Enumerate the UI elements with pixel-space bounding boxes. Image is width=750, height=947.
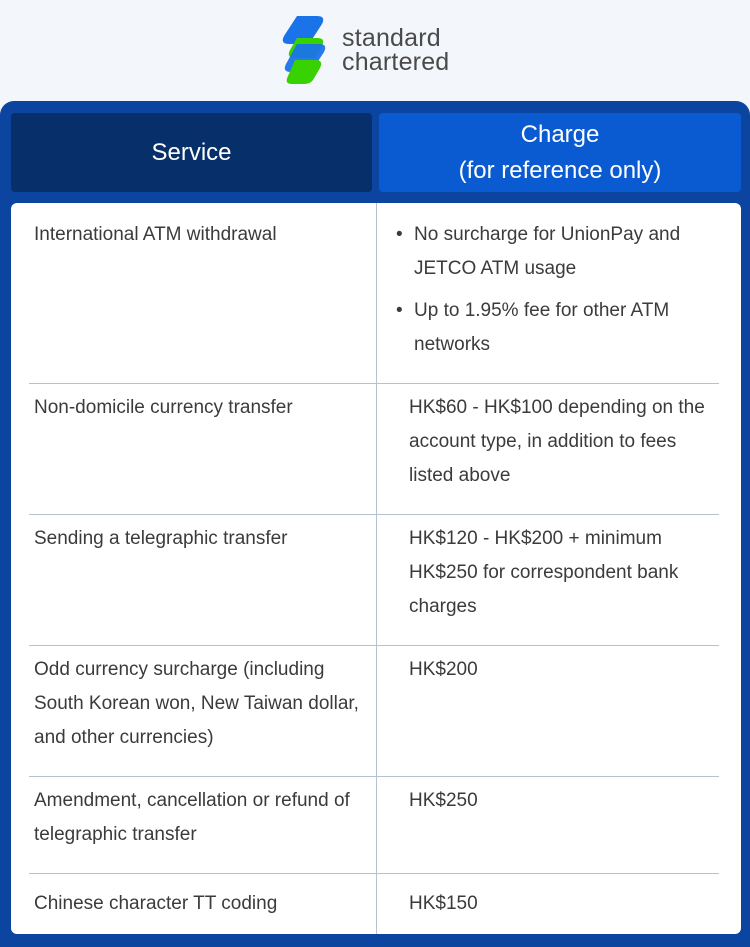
brand-wordmark	[342, 26, 449, 74]
header-charge-line-1: Charge	[520, 120, 600, 148]
table-row-3-charge: HK$120 - HK$200 + minimum HK$250 for correspondent bank charges	[409, 528, 679, 617]
table-row-6-service: Chinese character TT coding	[34, 893, 278, 914]
table-row-3-service: Sending a telegraphic transfer	[34, 528, 288, 549]
header-service-label: Service	[151, 138, 232, 166]
table-row-1-charge-list	[396, 218, 726, 370]
header-charge	[379, 113, 741, 192]
table-row-5-service: Amendment, cancellation or refund of telegraphic transfer	[34, 790, 350, 845]
row-divider	[29, 645, 719, 646]
brand-line-2: chartered	[342, 48, 450, 76]
list-item: • Up to 1.95% fee for other ATM networks	[396, 294, 726, 362]
table-row-6-charge: HK$150	[409, 893, 478, 914]
row-divider	[29, 873, 719, 874]
standard-chartered-logo	[282, 14, 449, 86]
table-row-2-service: Non-domicile currency transfer	[34, 397, 293, 418]
list-item: • No surcharge for UnionPay and JETCO ATM usage	[396, 218, 726, 286]
row-divider	[29, 514, 719, 515]
table-row-4-service: Odd currency surcharge (including South Korean won, New Taiwan dollar, and other currencies)	[34, 659, 359, 748]
table-row-2-charge: HK$60 - HK$100 depending on the account type, in addition to fees listed above	[409, 397, 705, 486]
brand-line-1: standard	[342, 24, 441, 52]
row-divider	[29, 383, 719, 384]
table-row-1-service: International ATM withdrawal	[34, 224, 277, 245]
fee-table	[11, 203, 741, 934]
table-row-4-charge: HK$200	[409, 659, 478, 680]
standard-chartered-logo-icon	[282, 14, 330, 86]
table-row-5-charge: HK$250	[409, 790, 478, 811]
column-divider	[376, 203, 377, 934]
header-charge-line-2: (for reference only)	[458, 156, 662, 184]
row-divider	[29, 776, 719, 777]
header-service	[11, 113, 372, 192]
